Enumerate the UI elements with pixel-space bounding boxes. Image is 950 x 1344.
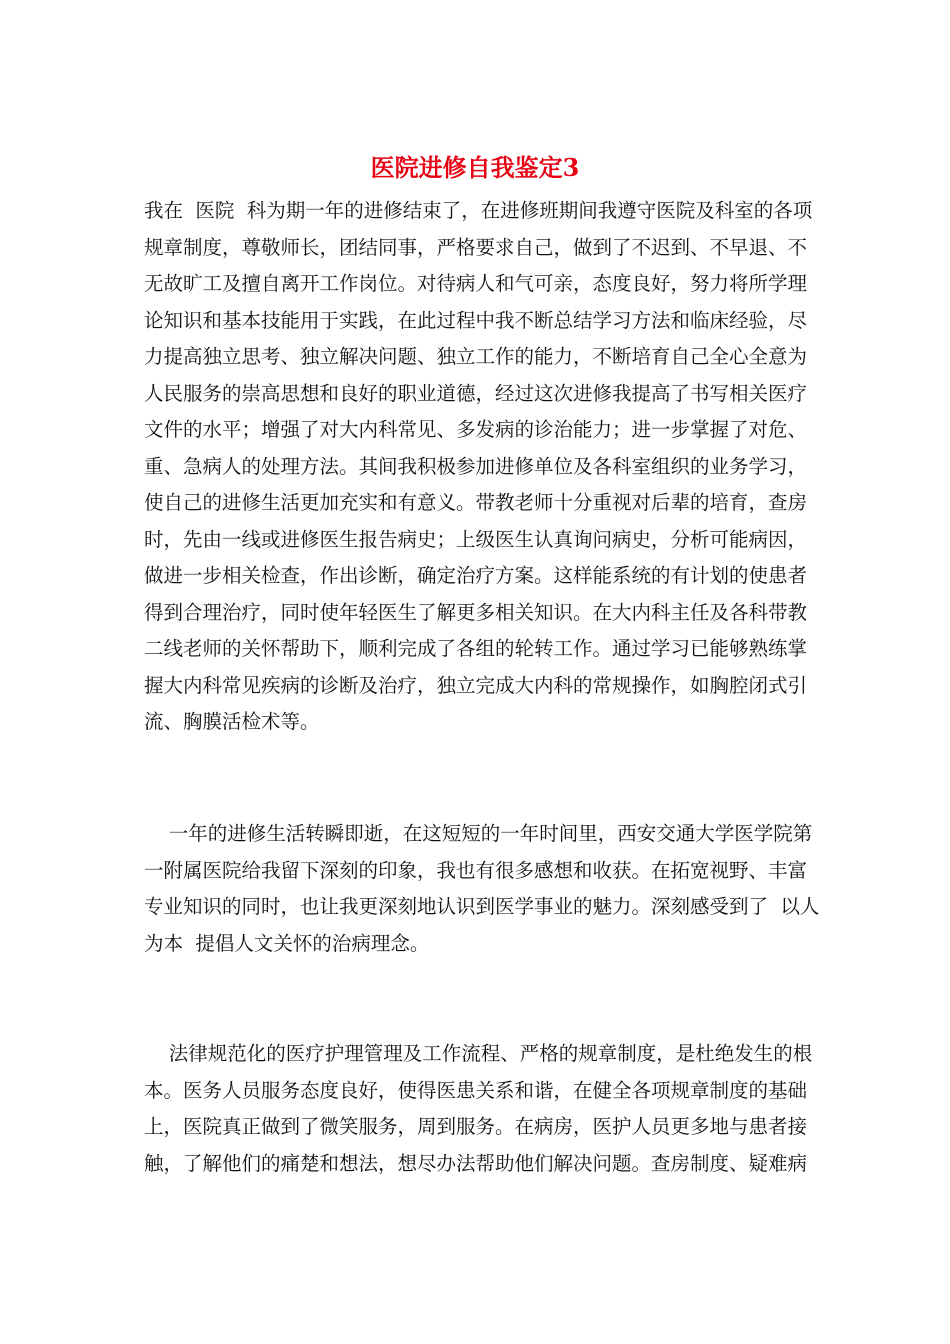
text-line: 专业知识的同时，也让我更深刻地认识到医学事业的魅力。深刻感受到了 以人 bbox=[144, 895, 820, 918]
text-line: 做进一步相关检查，作出诊断，确定治疗方案。这样能系统的有计划的使患者 bbox=[144, 564, 808, 587]
text-line: 上，医院真正做到了微笑服务，周到服务。在病房，医护人员更多地与患者接 bbox=[144, 1115, 808, 1138]
paragraph-3 bbox=[144, 1036, 813, 1182]
text-line: 我在 医院 科为期一年的进修结束了，在进修班期间我遵守医院及科室的各项 bbox=[144, 199, 813, 222]
text-line: 规章制度，尊敬师长，团结同事，严格要求自己，做到了不迟到、不早退、不 bbox=[144, 235, 808, 259]
text-line: 重、急病人的处理方法。其间我积极参加进修单位及各科室组织的业务学习， bbox=[144, 454, 808, 478]
text-line: 得到合理治疗，同时使年轻医生了解更多相关知识。在大内科主任及各科带教 bbox=[144, 600, 808, 624]
text-line: 触，了解他们的痛楚和想法，想尽办法帮助他们解决问题。查房制度、疑难病 bbox=[144, 1151, 808, 1175]
text-line: 力提高独立思考、独立解决问题、独立工作的能力，不断培育自己全心全意为 bbox=[144, 345, 808, 368]
text-line: 为本 提倡人文关怀的治病理念。 bbox=[144, 931, 430, 955]
document-title: 医院进修自我鉴定3 bbox=[370, 153, 580, 182]
text-line: 流、胸膜活检术等。 bbox=[144, 710, 320, 733]
paragraph-1 bbox=[144, 193, 813, 741]
text-line: 时，先由一线或进修医生报告病史；上级医生认真询问病史，分析可能病因， bbox=[144, 527, 808, 551]
text-line: 论知识和基本技能用于实践，在此过程中我不断总结学习方法和临床经验，尽 bbox=[144, 308, 808, 332]
text-line: 本。医务人员服务态度良好，使得医患关系和谐，在健全各项规章制度的基础 bbox=[144, 1078, 808, 1102]
text-line: 法律规范化的医疗护理管理及工作流程、严格的规章制度，是杜绝发生的根 bbox=[144, 1042, 813, 1065]
text-line: 一年的进修生活转瞬即逝，在这短短的一年时间里，西安交通大学医学院第 bbox=[144, 822, 813, 845]
paragraph-2 bbox=[144, 816, 820, 962]
text-line: 一附属医院给我留下深刻的印象，我也有很多感想和收获。在拓宽视野、丰富 bbox=[144, 858, 808, 882]
text-line: 二线老师的关怀帮助下，顺利完成了各组的轮转工作。通过学习已能够熟练掌 bbox=[144, 637, 808, 660]
text-line: 人民服务的崇高思想和良好的职业道德，经过这次进修我提高了书写相关医疗 bbox=[144, 381, 808, 405]
text-line: 握大内科常见疾病的诊断及治疗，独立完成大内科的常规操作，如胸腔闭式引 bbox=[144, 673, 808, 697]
text-line: 无故旷工及擅自离开工作岗位。对待病人和气可亲，态度良好，努力将所学理 bbox=[144, 272, 808, 295]
text-line: 使自己的进修生活更加充实和有意义。带教老师十分重视对后辈的培育，查房 bbox=[144, 491, 808, 514]
text-line: 文件的水平；增强了对大内科常见、多发病的诊治能力；进一步掌握了对危、 bbox=[144, 418, 808, 441]
